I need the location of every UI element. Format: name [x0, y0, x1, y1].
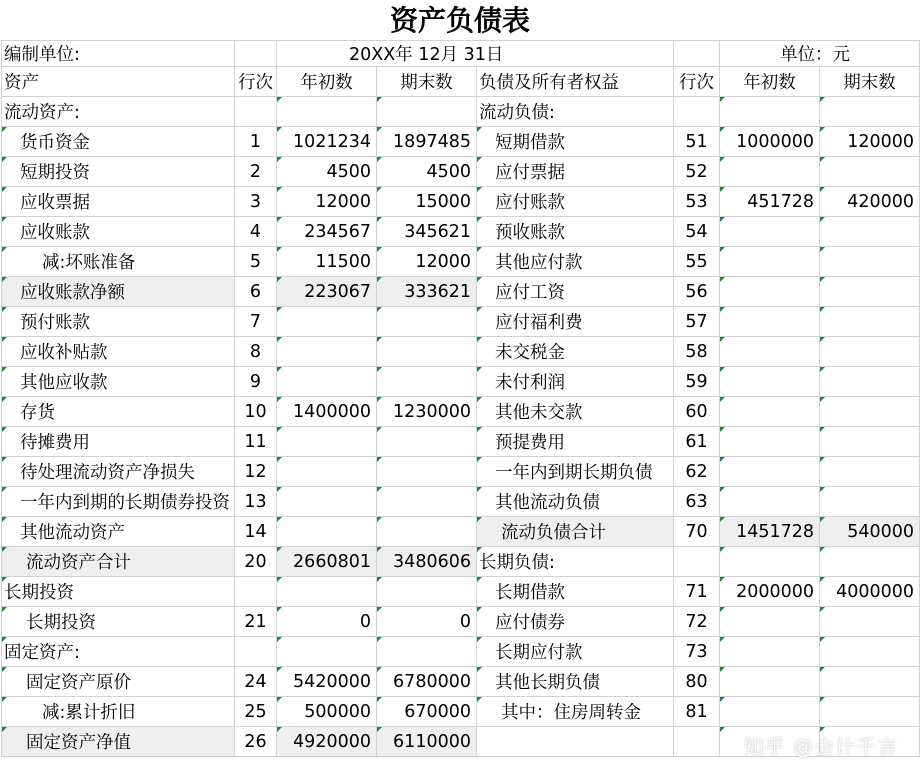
cell-asset-row-no[interactable]: 7: [235, 307, 277, 337]
cell-asset-end-value[interactable]: [377, 637, 477, 667]
table-row: [2, 457, 920, 487]
cell-liability-end-value[interactable]: [820, 97, 920, 127]
cell-asset-name[interactable]: 存货: [2, 397, 235, 427]
cell-liability-name[interactable]: 未付利润: [477, 367, 674, 397]
cell-liability-end-value[interactable]: 4000000: [820, 577, 920, 607]
cell-liability-name[interactable]: 其他流动负债: [477, 487, 674, 517]
cell-liability-name[interactable]: 应付账款: [477, 187, 674, 217]
cell-liability-row-no[interactable]: [674, 547, 720, 577]
table-row: [2, 397, 920, 427]
header-row-no[interactable]: 行次: [235, 67, 277, 97]
cell-asset-name[interactable]: 预付账款: [2, 307, 235, 337]
cell-asset-end-value[interactable]: [377, 517, 477, 547]
cell-liability-name[interactable]: 短期借款: [477, 127, 674, 157]
report-title: 资产负债表: [389, 4, 530, 37]
cell-liability-row-no[interactable]: 60: [674, 397, 720, 427]
header-row: [2, 67, 920, 97]
cell-currency-unit[interactable]: [720, 41, 920, 67]
cell-liability-row-no[interactable]: 52: [674, 157, 720, 187]
watermark: 知乎 @会计千言: [743, 735, 898, 759]
table-row: [2, 277, 920, 307]
cell-liability-name[interactable]: 长期借款: [477, 577, 674, 607]
table-row: [2, 367, 920, 397]
cell-blank[interactable]: [235, 41, 277, 67]
cell-liability-begin-value[interactable]: [720, 487, 820, 517]
cell-liability-row-no[interactable]: 71: [674, 577, 720, 607]
cell-asset-name[interactable]: 货币资金: [2, 127, 235, 157]
table-row: [2, 697, 920, 727]
cell-asset-row-no[interactable]: 6: [235, 277, 277, 307]
table-row: [2, 187, 920, 217]
cell-asset-name[interactable]: 减:累计折旧: [2, 697, 235, 727]
cell-liability-begin-value[interactable]: [720, 427, 820, 457]
cell-liability-end-value[interactable]: 540000: [820, 517, 920, 547]
header-liabilities[interactable]: 负债及所有者权益: [477, 67, 674, 97]
cell-liability-begin-value[interactable]: 1000000: [720, 127, 820, 157]
cell-liability-end-value[interactable]: [820, 427, 920, 457]
cell-asset-name[interactable]: 减:坏账准备: [2, 247, 235, 277]
cell-asset-name[interactable]: 一年内到期的长期债券投资: [2, 487, 235, 517]
cell-liability-name[interactable]: 应付工资: [477, 277, 674, 307]
cell-liability-name[interactable]: [477, 727, 674, 757]
cell-asset-row-no[interactable]: 14: [235, 517, 277, 547]
cell-asset-row-no[interactable]: 25: [235, 697, 277, 727]
cell-liability-begin-value[interactable]: [720, 457, 820, 487]
cell-asset-begin-value[interactable]: 223067: [277, 277, 377, 307]
cell-liability-end-value[interactable]: [820, 337, 920, 367]
cell-liability-begin-value[interactable]: [720, 697, 820, 727]
cell-liability-name[interactable]: 其他长期负债: [477, 667, 674, 697]
cell-asset-end-value[interactable]: [377, 427, 477, 457]
cell-unit-label[interactable]: 编制单位:: [2, 41, 235, 67]
cell-asset-end-value[interactable]: 0: [377, 607, 477, 637]
cell-asset-name[interactable]: 长期投资: [2, 607, 235, 637]
cell-liability-row-no[interactable]: 53: [674, 187, 720, 217]
cell-liability-begin-value[interactable]: [720, 607, 820, 637]
cell-asset-begin-value[interactable]: 1400000: [277, 397, 377, 427]
cell-liability-begin-value[interactable]: [720, 217, 820, 247]
cell-asset-end-value[interactable]: [377, 367, 477, 397]
cell-asset-begin-value[interactable]: 1021234: [277, 127, 377, 157]
cell-liability-begin-value[interactable]: [720, 247, 820, 277]
header-assets[interactable]: 资产: [2, 67, 235, 97]
cell-asset-name[interactable]: 待处理流动资产净损失: [2, 457, 235, 487]
cell-blank[interactable]: [674, 41, 720, 67]
cell-liability-begin-value[interactable]: [720, 307, 820, 337]
table-row: [2, 487, 920, 517]
cell-liability-row-no[interactable]: 63: [674, 487, 720, 517]
cell-liability-row-no[interactable]: 81: [674, 697, 720, 727]
cell-asset-begin-value[interactable]: 4920000: [277, 727, 377, 757]
cell-liability-name[interactable]: 应付票据: [477, 157, 674, 187]
cell-liability-row-no[interactable]: 56: [674, 277, 720, 307]
cell-asset-row-no[interactable]: 10: [235, 397, 277, 427]
cell-asset-end-value[interactable]: 6780000: [377, 667, 477, 697]
cell-liability-end-value[interactable]: [820, 667, 920, 697]
cell-asset-name[interactable]: 应收账款: [2, 217, 235, 247]
cell-asset-row-no[interactable]: 21: [235, 607, 277, 637]
cell-asset-row-no[interactable]: 9: [235, 367, 277, 397]
cell-asset-name[interactable]: 长期投资: [2, 577, 235, 607]
cell-liability-row-no[interactable]: 57: [674, 307, 720, 337]
cell-asset-row-no[interactable]: [235, 577, 277, 607]
header-end[interactable]: 期末数: [820, 67, 920, 97]
cell-asset-begin-value[interactable]: [277, 367, 377, 397]
cell-asset-row-no[interactable]: 20: [235, 547, 277, 577]
cell-liability-begin-value[interactable]: [720, 637, 820, 667]
cell-liability-end-value[interactable]: [820, 487, 920, 517]
cell-asset-row-no[interactable]: 26: [235, 727, 277, 757]
cell-asset-end-value[interactable]: [377, 307, 477, 337]
cell-liability-end-value[interactable]: [820, 547, 920, 577]
cell-asset-row-no[interactable]: 12: [235, 457, 277, 487]
cell-liability-end-value[interactable]: [820, 367, 920, 397]
cell-liability-name[interactable]: 预提费用: [477, 427, 674, 457]
cell-liability-begin-value[interactable]: [720, 667, 820, 697]
cell-asset-row-no[interactable]: 13: [235, 487, 277, 517]
cell-liability-row-no[interactable]: 70: [674, 517, 720, 547]
cell-liability-row-no[interactable]: 58: [674, 337, 720, 367]
cell-asset-begin-value[interactable]: 5420000: [277, 667, 377, 697]
cell-asset-end-value[interactable]: [377, 97, 477, 127]
cell-liability-begin-value[interactable]: 1451728: [720, 517, 820, 547]
header-end[interactable]: 期末数: [377, 67, 477, 97]
cell-liability-row-no[interactable]: [674, 727, 720, 757]
table-row: [2, 127, 920, 157]
cell-asset-begin-value[interactable]: [277, 337, 377, 367]
cell-asset-begin-value[interactable]: 4500: [277, 157, 377, 187]
cell-asset-row-no[interactable]: 8: [235, 337, 277, 367]
table-row: [2, 607, 920, 637]
cell-asset-row-no[interactable]: 2: [235, 157, 277, 187]
table-row: [2, 637, 920, 667]
table-row: [2, 667, 920, 697]
cell-asset-begin-value[interactable]: [277, 517, 377, 547]
cell-asset-row-no[interactable]: 11: [235, 427, 277, 457]
cell-asset-name[interactable]: 流动资产:: [2, 97, 235, 127]
cell-asset-name[interactable]: 应收账款净额: [2, 277, 235, 307]
cell-liability-name[interactable]: 预收账款: [477, 217, 674, 247]
table-row: [2, 97, 920, 127]
cell-liability-begin-value[interactable]: [720, 277, 820, 307]
cell-asset-end-value[interactable]: 15000: [377, 187, 477, 217]
cell-liability-begin-value[interactable]: [720, 157, 820, 187]
cell-asset-end-value[interactable]: 333621: [377, 277, 477, 307]
cell-liability-name[interactable]: 未交税金: [477, 337, 674, 367]
table-row: [2, 217, 920, 247]
cell-liability-row-no[interactable]: 54: [674, 217, 720, 247]
cell-asset-begin-value[interactable]: [277, 427, 377, 457]
cell-asset-end-value[interactable]: 6110000: [377, 727, 477, 757]
cell-liability-name[interactable]: 其他应付款: [477, 247, 674, 277]
cell-asset-begin-value[interactable]: 500000: [277, 697, 377, 727]
cell-liability-name[interactable]: 其中：住房周转金: [477, 697, 674, 727]
cell-liability-end-value[interactable]: [820, 247, 920, 277]
cell-asset-row-no[interactable]: 5: [235, 247, 277, 277]
cell-asset-begin-value[interactable]: 0: [277, 607, 377, 637]
cell-liability-begin-value[interactable]: [720, 367, 820, 397]
cell-liability-row-no[interactable]: 73: [674, 637, 720, 667]
cell-asset-name[interactable]: 其他应收款: [2, 367, 235, 397]
header-begin[interactable]: 年初数: [277, 67, 377, 97]
cell-asset-name[interactable]: 待摊费用: [2, 427, 235, 457]
cell-liability-row-no[interactable]: 62: [674, 457, 720, 487]
cell-asset-name[interactable]: 应收票据: [2, 187, 235, 217]
cell-asset-name[interactable]: 固定资产:: [2, 637, 235, 667]
cell-asset-end-value[interactable]: 345621: [377, 217, 477, 247]
cell-liability-begin-value[interactable]: [720, 547, 820, 577]
cell-liability-name[interactable]: 长期负债:: [477, 547, 674, 577]
cell-liability-begin-value[interactable]: [720, 397, 820, 427]
cell-liability-end-value[interactable]: [820, 277, 920, 307]
cell-liability-row-no[interactable]: [674, 97, 720, 127]
info-row: [2, 41, 920, 67]
cell-liability-end-value[interactable]: 120000: [820, 127, 920, 157]
table-row: [2, 337, 920, 367]
cell-asset-end-value[interactable]: [377, 487, 477, 517]
report-date: 20XX年 12月 31日: [349, 45, 504, 65]
cell-asset-end-value[interactable]: 3480606: [377, 547, 477, 577]
cell-asset-end-value[interactable]: [377, 577, 477, 607]
cell-liability-end-value[interactable]: [820, 397, 920, 427]
cell-asset-begin-value[interactable]: [277, 637, 377, 667]
cell-liability-row-no[interactable]: 61: [674, 427, 720, 457]
table-row: [2, 157, 920, 187]
cell-asset-begin-value[interactable]: [277, 457, 377, 487]
cell-liability-name[interactable]: 流动负债:: [477, 97, 674, 127]
cell-asset-begin-value[interactable]: 234567: [277, 217, 377, 247]
cell-liability-end-value[interactable]: [820, 217, 920, 247]
cell-liability-begin-value[interactable]: 2000000: [720, 577, 820, 607]
table-row: [2, 307, 920, 337]
cell-liability-row-no[interactable]: 72: [674, 607, 720, 637]
cell-liability-row-no[interactable]: 59: [674, 367, 720, 397]
cell-asset-end-value[interactable]: [377, 457, 477, 487]
cell-liability-end-value[interactable]: [820, 607, 920, 637]
cell-liability-begin-value[interactable]: [720, 97, 820, 127]
cell-asset-row-no[interactable]: 24: [235, 667, 277, 697]
cell-liability-name[interactable]: 应付债券: [477, 607, 674, 637]
cell-asset-end-value[interactable]: 1897485: [377, 127, 477, 157]
cell-liability-row-no[interactable]: 55: [674, 247, 720, 277]
cell-asset-begin-value[interactable]: [277, 97, 377, 127]
cell-asset-name[interactable]: 短期投资: [2, 157, 235, 187]
table-row: [2, 427, 920, 457]
balance-sheet-table: [1, 40, 920, 757]
cell-asset-begin-value[interactable]: [277, 487, 377, 517]
cell-liability-name[interactable]: 其他未交款: [477, 397, 674, 427]
cell-asset-end-value[interactable]: 670000: [377, 697, 477, 727]
cell-liability-end-value[interactable]: [820, 637, 920, 667]
cell-asset-name[interactable]: 其他流动资产: [2, 517, 235, 547]
cell-asset-end-value[interactable]: [377, 337, 477, 367]
cell-asset-begin-value[interactable]: [277, 307, 377, 337]
cell-asset-name[interactable]: 应收补贴款: [2, 337, 235, 367]
cell-liability-end-value[interactable]: 420000: [820, 187, 920, 217]
header-begin[interactable]: 年初数: [720, 67, 820, 97]
cell-asset-name[interactable]: 固定资产净值: [2, 727, 235, 757]
cell-date[interactable]: [277, 41, 674, 67]
cell-asset-begin-value[interactable]: 11500: [277, 247, 377, 277]
cell-asset-row-no[interactable]: 3: [235, 187, 277, 217]
cell-asset-name[interactable]: 流动资产合计: [2, 547, 235, 577]
cell-liability-name[interactable]: 长期应付款: [477, 637, 674, 667]
cell-asset-end-value[interactable]: 4500: [377, 157, 477, 187]
cell-liability-row-no[interactable]: 80: [674, 667, 720, 697]
cell-asset-name[interactable]: 固定资产原价: [2, 667, 235, 697]
cell-asset-end-value[interactable]: 12000: [377, 247, 477, 277]
cell-liability-end-value[interactable]: [820, 307, 920, 337]
table-row: [2, 547, 920, 577]
cell-liability-end-value[interactable]: [820, 457, 920, 487]
cell-asset-begin-value[interactable]: [277, 577, 377, 607]
cell-liability-end-value[interactable]: [820, 157, 920, 187]
cell-asset-begin-value[interactable]: 12000: [277, 187, 377, 217]
currency-unit: 单位：元: [780, 45, 851, 65]
cell-liability-begin-value[interactable]: [720, 337, 820, 367]
cell-asset-row-no[interactable]: [235, 97, 277, 127]
table-row: [2, 517, 920, 547]
cell-asset-row-no[interactable]: 1: [235, 127, 277, 157]
table-row: [2, 247, 920, 277]
cell-liability-name[interactable]: 一年内到期长期负债: [477, 457, 674, 487]
cell-asset-row-no[interactable]: [235, 637, 277, 667]
table-row: [2, 577, 920, 607]
cell-liability-end-value[interactable]: [820, 697, 920, 727]
cell-liability-begin-value[interactable]: 451728: [720, 187, 820, 217]
cell-asset-begin-value[interactable]: 2660801: [277, 547, 377, 577]
header-row-no[interactable]: 行次: [674, 67, 720, 97]
cell-liability-name[interactable]: 流动负债合计: [477, 517, 674, 547]
cell-asset-row-no[interactable]: 4: [235, 217, 277, 247]
cell-asset-end-value[interactable]: 1230000: [377, 397, 477, 427]
cell-liability-row-no[interactable]: 51: [674, 127, 720, 157]
cell-liability-name[interactable]: 应付福利费: [477, 307, 674, 337]
